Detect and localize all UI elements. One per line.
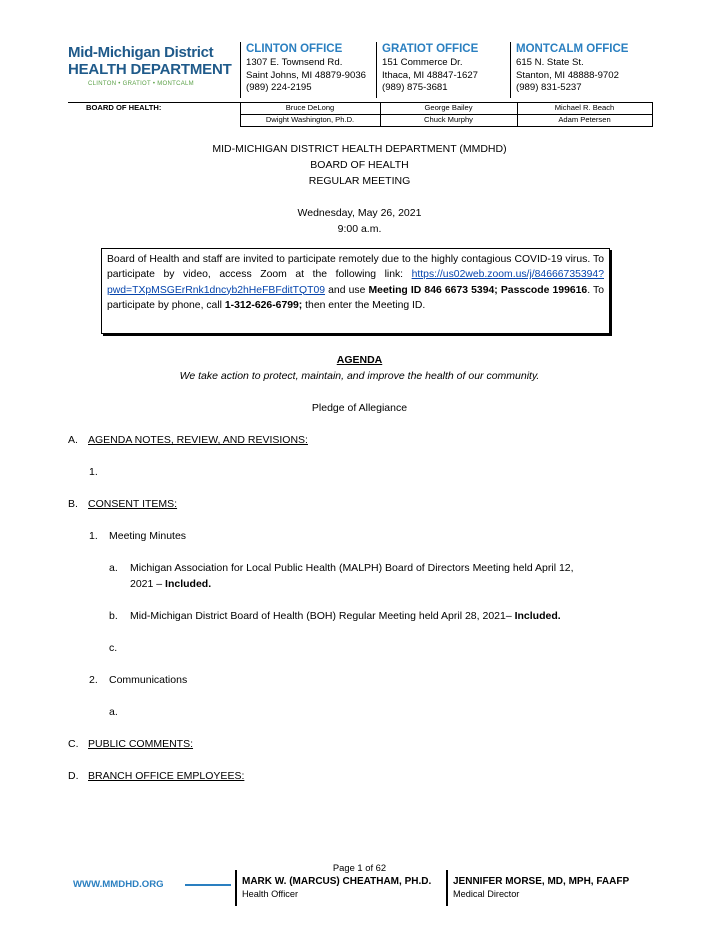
- title-line3: REGULAR MEETING: [308, 175, 411, 187]
- minutes-item-a-letter: a.: [109, 562, 118, 574]
- remote-participation-notice: [101, 248, 610, 334]
- included-label: Included.: [514, 610, 561, 622]
- board-label: BOARD OF HEALTH:: [86, 103, 162, 112]
- montcalm-office-street: 615 N. State St.: [516, 57, 584, 68]
- title-line1: MID-MICHIGAN DISTRICT HEALTH DEPARTMENT (MMDHD): [212, 143, 507, 155]
- logo-line2: HEALTH DEPARTMENT: [68, 61, 232, 78]
- meeting-time: 9:00 a.m.: [337, 223, 382, 235]
- montcalm-office-phone: (989) 831-5237: [516, 82, 582, 93]
- medical-director-block: [446, 870, 629, 906]
- medical-director-role: Medical Director: [453, 889, 520, 899]
- pledge: Pledge of Allegiance: [311, 402, 408, 414]
- mmdhd-logo: [68, 44, 232, 94]
- section-d-letter: D.: [68, 770, 79, 782]
- agenda-heading: AGENDA: [336, 354, 383, 366]
- board-member: Bruce DeLong: [285, 103, 335, 112]
- included-label: Included.: [165, 578, 212, 590]
- notice-text: and use: [325, 284, 369, 296]
- communications-title: Communications: [109, 674, 188, 686]
- meeting-date: Wednesday, May 26, 2021: [297, 207, 422, 219]
- section-d-title: BRANCH OFFICE EMPLOYEES:: [88, 770, 245, 782]
- clinton-office-name: CLINTON OFFICE: [246, 43, 343, 55]
- health-officer-role: Health Officer: [242, 889, 298, 899]
- gratiot-office: [376, 42, 508, 98]
- title-line2: BOARD OF HEALTH: [310, 159, 409, 171]
- logo-line3: CLINTON • GRATIOT • MONTCALM: [88, 81, 194, 87]
- phone-number: 1-312-626-6799;: [224, 299, 303, 311]
- section-c-title: PUBLIC COMMENTS:: [88, 738, 194, 750]
- logo-line1: Mid-Michigan District: [68, 44, 214, 61]
- board-divider: [652, 102, 653, 126]
- montcalm-office: [510, 42, 666, 98]
- zoom-link[interactable]: https://us02web.zoom.us/j/84666735394?pwd=TXpMSGErRnk1dncyb2hHeFBFditTQT09: [107, 269, 604, 296]
- board-member: Michael R. Beach: [554, 103, 615, 112]
- health-officer-block: [235, 870, 431, 906]
- board-of-health-table: [68, 102, 653, 126]
- mission-statement: We take action to protect, maintain, and improve the health of our community.: [179, 370, 540, 382]
- communications-item-a-letter: a.: [109, 706, 118, 718]
- minutes-item-b-text: Mid-Michigan District Board of Health (BOH) Regular Meeting held April 28, 2021– Included.: [130, 610, 561, 622]
- gratiot-office-name: GRATIOT OFFICE: [382, 43, 479, 55]
- section-b-title: CONSENT ITEMS:: [88, 498, 178, 510]
- meeting-minutes-title: Meeting Minutes: [109, 530, 187, 542]
- section-a-letter: A.: [68, 434, 78, 446]
- minutes-item-b-letter: b.: [109, 610, 118, 622]
- footer-rule: [185, 884, 231, 886]
- section-a-item-1: 1.: [89, 466, 98, 478]
- meeting-minutes-number: 1.: [89, 530, 98, 542]
- board-member: George Bailey: [424, 103, 473, 112]
- board-member: Adam Petersen: [558, 115, 611, 124]
- board-member: Chuck Murphy: [424, 115, 473, 124]
- gratiot-office-phone: (989) 875-3681: [382, 82, 448, 93]
- minutes-item-a-line1: Michigan Association for Local Public Health (MALPH) Board of Directors Meeting held April 12,: [130, 562, 574, 574]
- clinton-office-city: Saint Johns, MI 48879-9036: [246, 69, 367, 81]
- section-b-letter: B.: [68, 498, 78, 510]
- clinton-office-phone: (989) 224-2195: [246, 82, 312, 93]
- section-c-letter: C.: [68, 738, 79, 750]
- meeting-id: Meeting ID 846 6673 5394; Passcode 199616: [368, 284, 588, 296]
- clinton-office-street: 1307 E. Townsend Rd.: [246, 57, 343, 68]
- clinton-office: [240, 42, 376, 98]
- communications-number: 2.: [89, 674, 98, 686]
- board-member: Dwight Washington, Ph.D.: [265, 115, 355, 124]
- health-officer-name: MARK W. (MARCUS) CHEATHAM, PH.D.: [242, 876, 432, 887]
- page-number: Page 1 of 62: [332, 862, 387, 873]
- website-link[interactable]: WWW.MMDHD.ORG: [73, 879, 164, 890]
- montcalm-office-name: MONTCALM OFFICE: [516, 43, 629, 55]
- notice-text: . To participate by phone, call: [107, 284, 605, 311]
- gratiot-office-city: Ithaca, MI 48847-1627: [382, 69, 479, 81]
- notice-text: then enter the Meeting ID.: [302, 299, 426, 311]
- medical-director-name: JENNIFER MORSE, MD, MPH, FAAFP: [453, 876, 630, 887]
- gratiot-office-street: 151 Commerce Dr.: [382, 57, 463, 68]
- minutes-item-a-line2: 2021 – Included.: [130, 578, 212, 590]
- minutes-item-c-letter: c.: [109, 642, 118, 654]
- notice-text: Board of Health and staff are invited to participate remotely due to the highly contagious COVID-19 virus. To participate by video, access Zoom at the following link:: [107, 254, 604, 281]
- section-a-title: AGENDA NOTES, REVIEW, AND REVISIONS:: [88, 434, 308, 446]
- montcalm-office-city: Stanton, MI 48888-9702: [516, 69, 619, 81]
- board-bottom-rule: [240, 126, 653, 127]
